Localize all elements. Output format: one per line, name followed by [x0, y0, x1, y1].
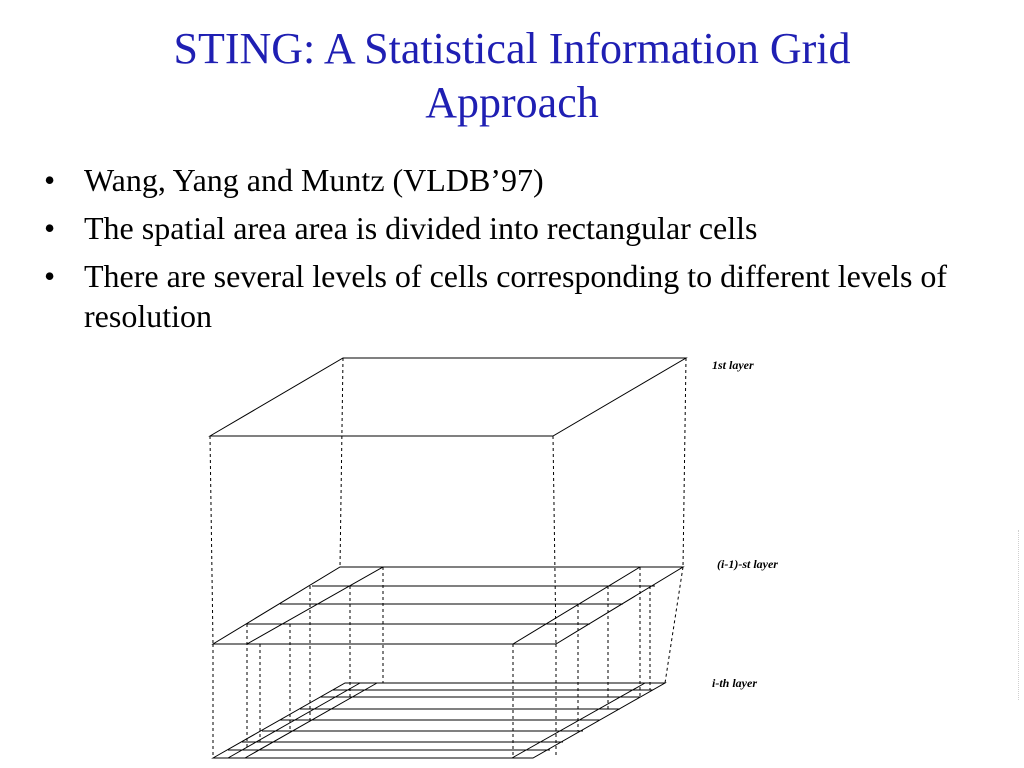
edge-marker [1018, 530, 1022, 700]
bullet-item [44, 160, 984, 200]
bullet-item [44, 208, 984, 248]
slide-title [60, 22, 964, 130]
title-line-2: Approach [425, 78, 599, 127]
bullet-text: The spatial area area is divided into rectangular cells [84, 210, 758, 246]
projection-lines [210, 358, 686, 758]
label-middle-layer: (i-1)-st layer [717, 557, 778, 571]
label-first-layer: 1st layer [712, 358, 754, 372]
first-layer-cell [210, 358, 686, 436]
bullet-item [44, 256, 984, 336]
bottom-layer-grid [213, 683, 665, 758]
label-bottom-layer: i-th layer [712, 676, 757, 690]
bullet-marker: • [44, 258, 56, 294]
bullet-marker: • [44, 210, 56, 246]
middle-layer-grid [213, 567, 683, 644]
bullet-text: There are several levels of cells corresponding to different levels of resolution [84, 258, 948, 334]
bullet-list [44, 160, 984, 344]
bullet-marker: • [44, 162, 56, 198]
title-line-1: STING: A Statistical Information Grid [173, 24, 851, 73]
bullet-text: Wang, Yang and Muntz (VLDB’97) [84, 162, 544, 198]
grid-layers-diagram [0, 345, 1024, 768]
